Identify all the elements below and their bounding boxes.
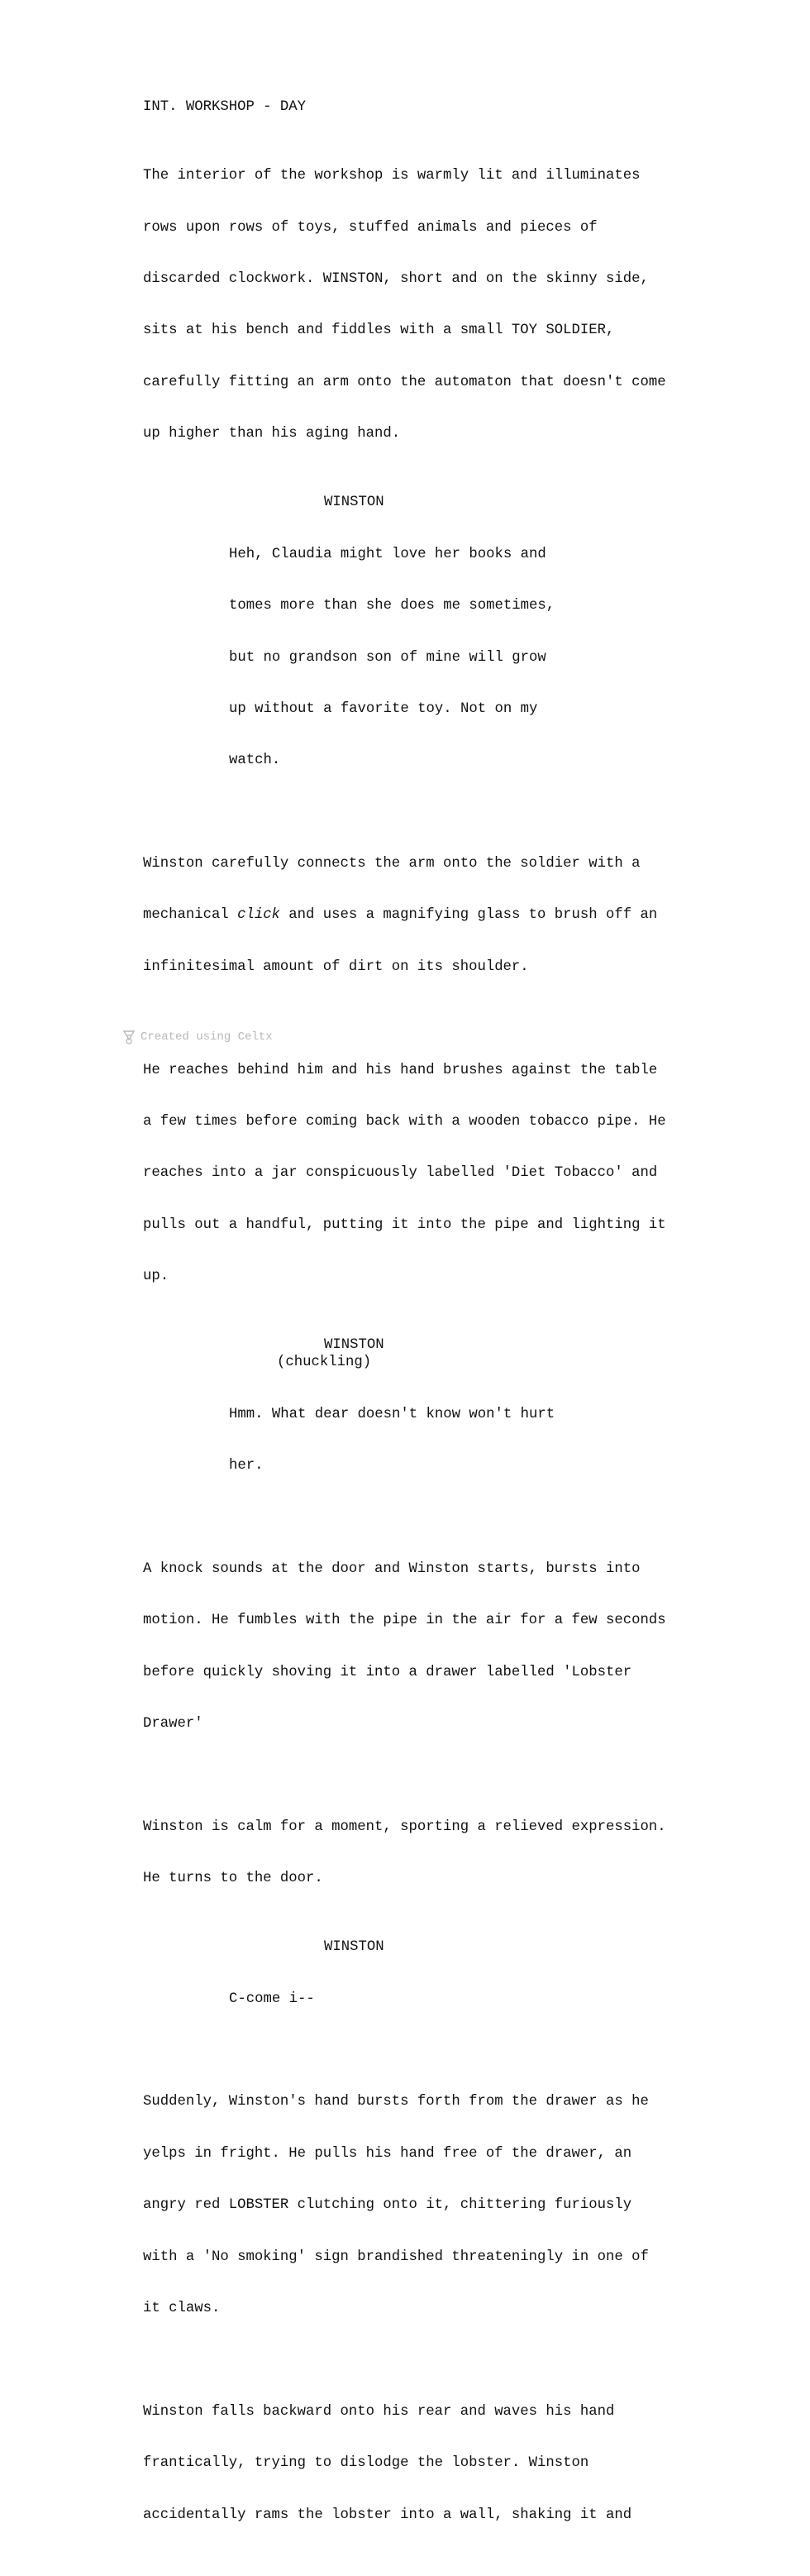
dialogue-line: watch. [229,753,281,769]
action-block-2 [143,821,731,1011]
action-text: mechanical [143,907,238,924]
action-text: and uses a magnifying glass to brush off an [279,907,658,924]
dialogue-line: Hmm. What dear doesn't know won't hurt [229,1406,555,1422]
celtx-logo-icon [122,1030,136,1044]
character-name: WINSTON [324,495,384,511]
action-line: yelps in fright. He pulls his hand free of the drawer, an [143,2145,632,2162]
dialogue-line: tomes more than she does me sometimes, [229,598,555,614]
action-line: discarded clockwork. WINSTON, short and on the skinny side, [143,270,649,287]
dialogue-line: her. [229,1457,264,1474]
action-line: The interior of the workshop is warmly lit and illuminates [143,168,641,184]
action-line: Drawer' [143,1715,203,1732]
action-block-4 [143,1527,731,1767]
action-line: before quickly shoving it into a drawer labelled 'Lobster [143,1664,632,1680]
action-line: He turns to the door. [143,1871,323,1887]
dialogue-text [229,1957,601,2043]
dialogue-line: but no grandson son of mine will grow [229,649,546,666]
action-line: Suddenly, Winston's hand bursts forth from the drawer as he [143,2094,649,2110]
action-line: rows upon rows of toys, stuffed animals and pieces of [143,219,598,236]
action-line: sits at his bench and fiddles with a small TOY SOLDIER, [143,323,615,339]
screenplay-body [143,99,738,2576]
character-name: WINSTON [324,1337,384,1354]
action-line: reaches into a jar conspicuously labelled 'Diet Tobacco' and [143,1165,658,1182]
dialogue-line: Heh, Claudia might love her books and [229,546,546,562]
action-line: He reaches behind him and his hand brushes against the table [143,1062,658,1078]
footer-text: Created using Celtx [141,1030,273,1044]
dialogue-text [229,1372,601,1509]
action-line: Winston falls backward onto his rear and waves his hand [143,2403,615,2420]
action-line: up higher than his aging hand. [143,426,401,442]
action-block-1 [143,134,731,478]
action-block-5 [143,1785,731,1922]
dialogue-text [229,512,601,805]
action-block-6 [143,2060,731,2353]
action-block-3 [143,1028,731,1321]
dialogue-block-1 [143,495,738,804]
action-line: pulls out a handful, putting it into the pipe and lighting it [143,1216,666,1233]
dialogue-block-2 [143,1337,738,1509]
action-line: carefully fitting an arm onto the automaton that doesn't come [143,374,666,390]
action-block-7 [143,2369,731,2559]
action-line: it claws. [143,2301,221,2316]
action-line: A knock sounds at the door and Winston starts, bursts into [143,1560,641,1577]
action-line: motion. He fumbles with the pipe in the air for a few seconds [143,1613,666,1629]
action-line: up. [143,1269,169,1285]
dialogue-block-3 [143,1939,738,2043]
parenthetical: (chuckling) [277,1355,372,1371]
action-line: a few times before coming back with a wooden tobacco pipe. He [143,1114,666,1130]
action-line: accidentally rams the lobster into a wall, shaking it and [143,2507,632,2523]
action-line: Winston is calm for a moment, sporting a relieved expression. [143,1818,666,1835]
dialogue-line: C-come i-- [229,1991,315,2007]
action-line: with a 'No smoking' sign brandished threateningly in one of [143,2249,649,2265]
action-line: Winston carefully connects the arm onto the soldier with a [143,856,641,872]
emphasis-text: click [237,907,280,924]
action-line: angry red LOBSTER clutching onto it, chittering furiously [143,2197,632,2214]
scene-heading: INT. WORKSHOP - DAY [143,99,307,115]
dialogue-line: up without a favorite toy. Not on my [229,700,538,717]
character-name: WINSTON [324,1939,384,1956]
action-line: infinitesimal amount of dirt on its shoulder. [143,958,529,975]
action-line: frantically, trying to dislodge the lobster. Winston [143,2455,589,2472]
action-line [143,907,731,925]
celtx-footer [122,1029,273,1046]
